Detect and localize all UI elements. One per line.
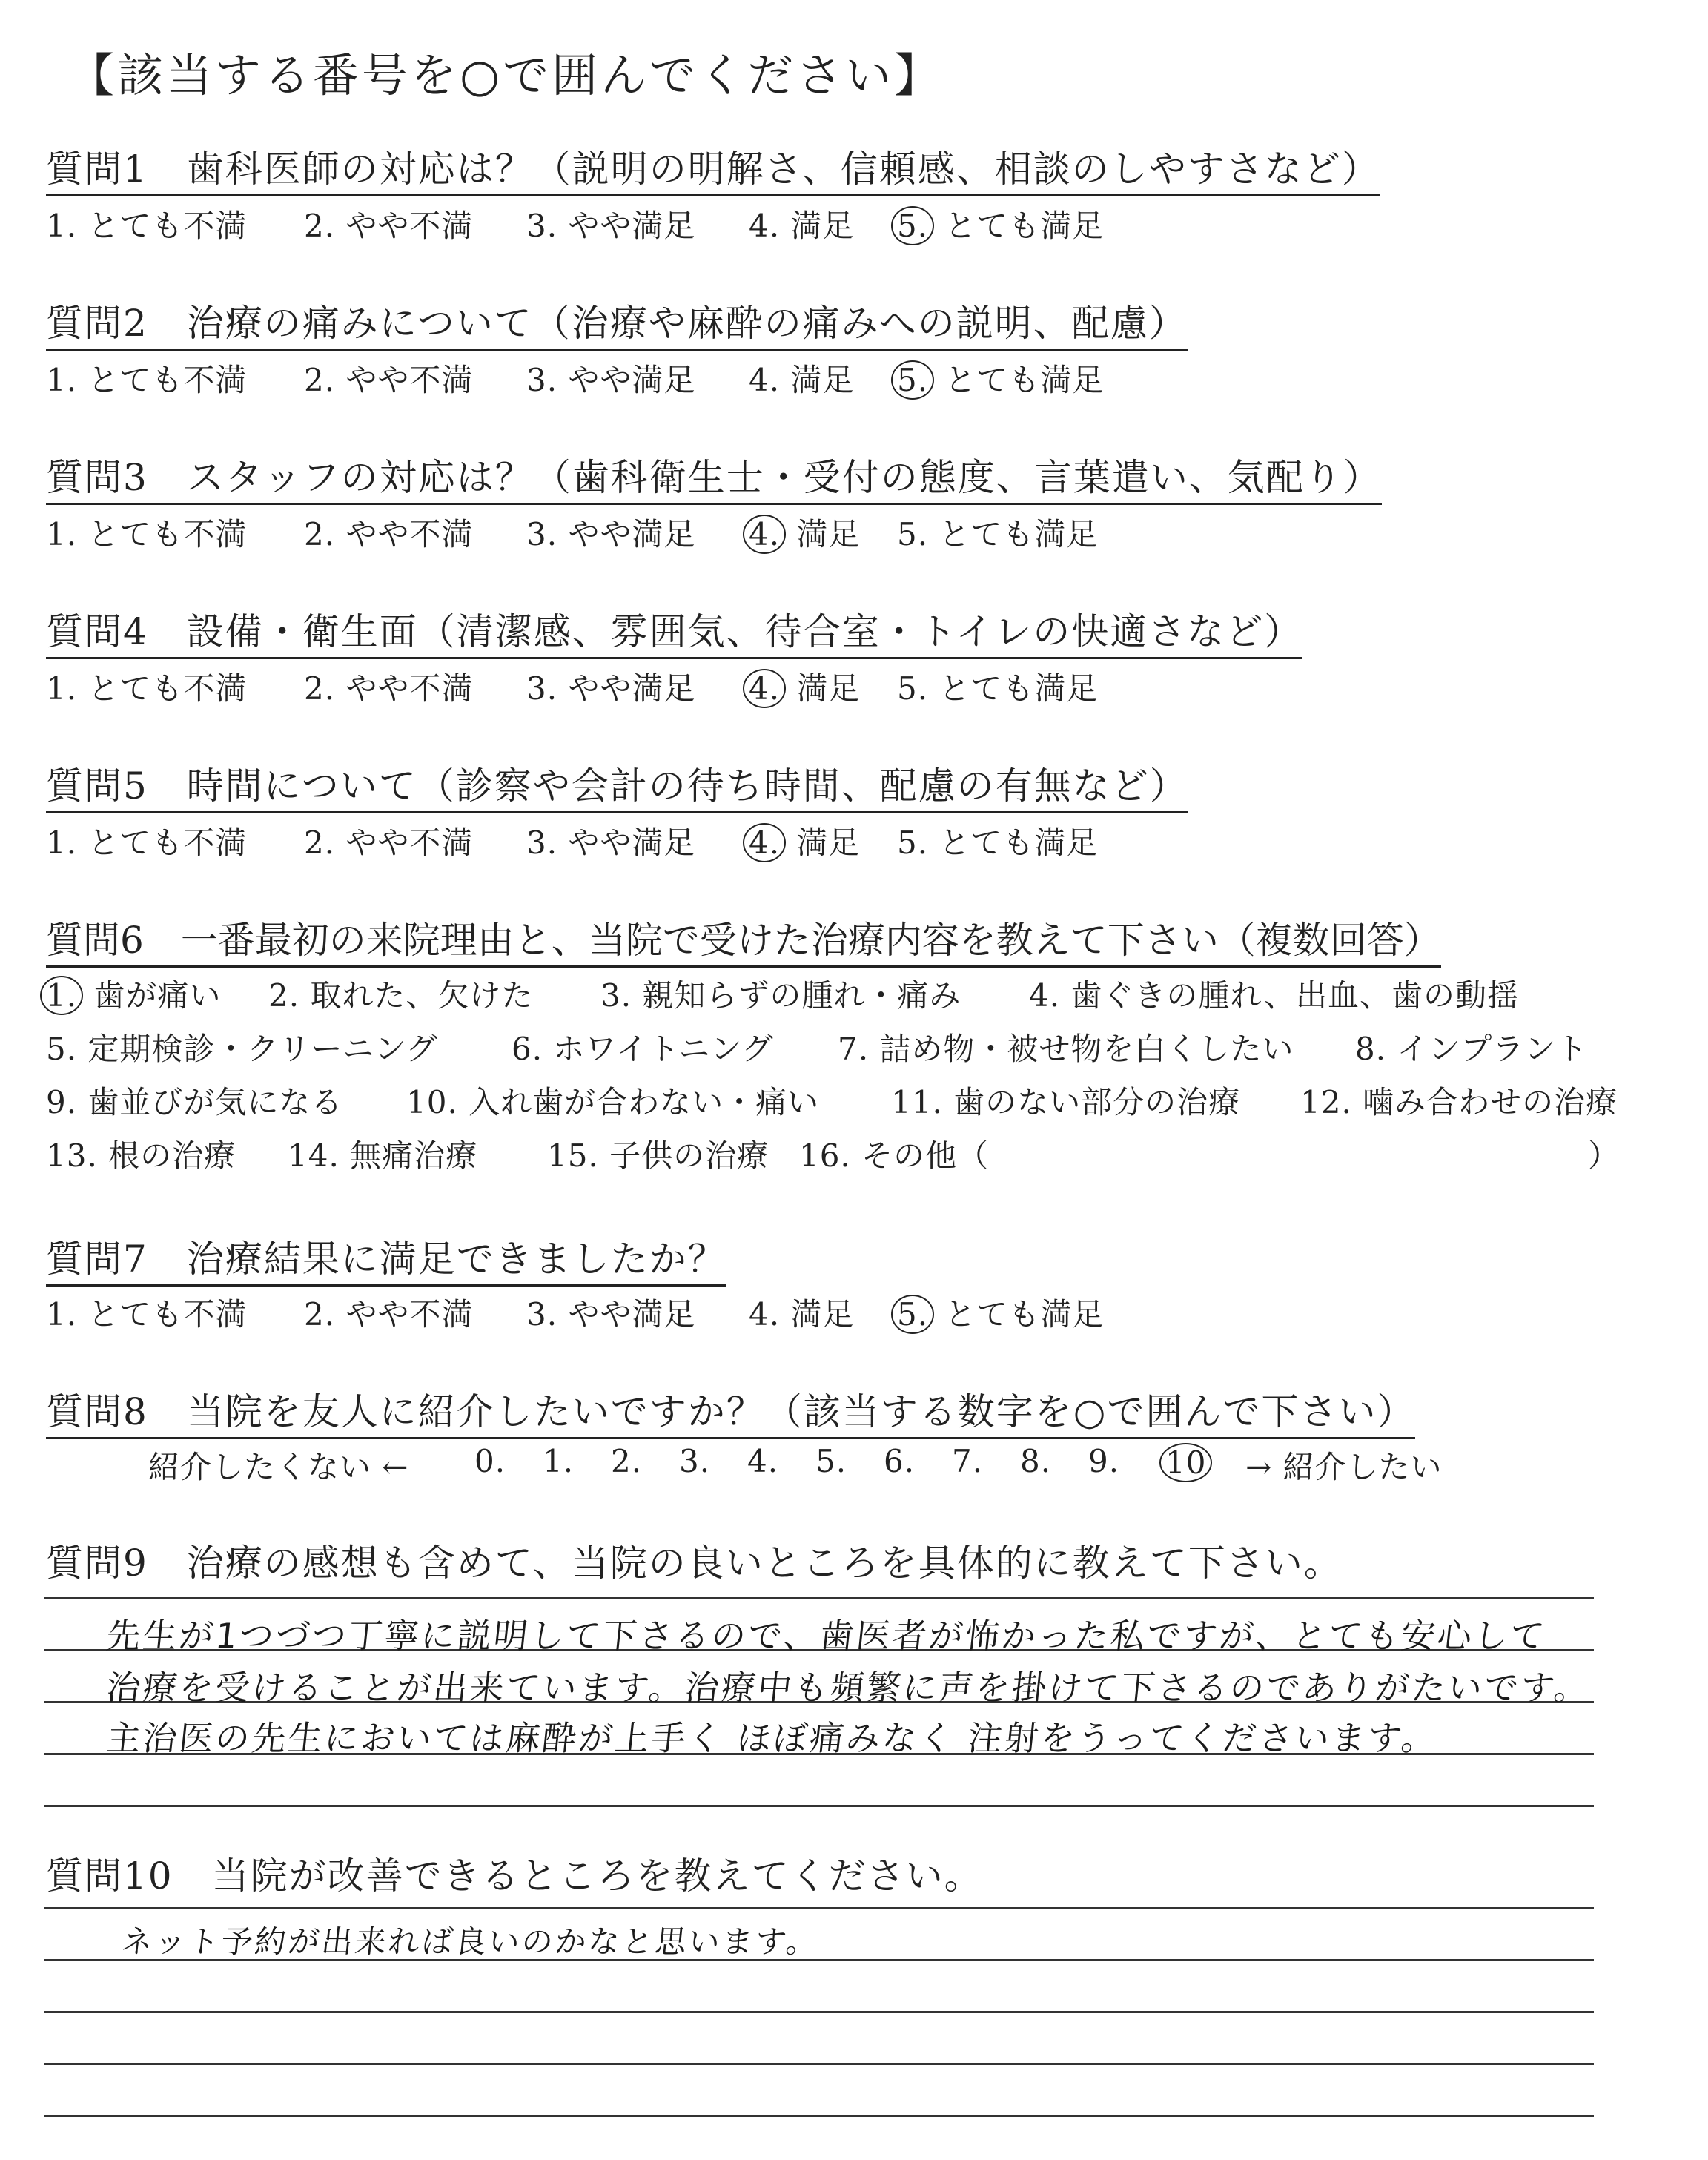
q8-scale [148,1443,1557,1487]
q4-option-5[interactable]: 5. とても満足 [897,670,1099,707]
q10-answer-area[interactable] [44,1897,1594,2119]
q2-option-5[interactable]: 5. とても満足 [897,356,1104,400]
q6-row-3 [46,1078,1640,1123]
q5-option-1[interactable]: 1. とても不満 [46,825,248,861]
q2-option-3[interactable]: 3. やや満足 [526,362,696,398]
selection-circle: 5. [891,206,934,245]
q2-option-2[interactable]: 2. やや不満 [304,362,474,398]
q4-option-3[interactable]: 3. やや満足 [526,670,696,707]
q6-option-12[interactable]: 12. 噛み合わせの治療 [1300,1084,1618,1120]
q6-option-5[interactable]: 5. 定期検診・クリーニング [46,1031,438,1067]
q5-scale [46,819,1232,863]
selection-circle: 4. [743,823,786,862]
q4-option-2[interactable]: 2. やや不満 [304,670,474,707]
q5-option-2[interactable]: 2. やや不満 [304,825,474,861]
q3-option-3[interactable]: 3. やや満足 [526,516,696,552]
q6-option-13[interactable]: 13. 根の治療 [46,1137,236,1174]
q4-option-1[interactable]: 1. とても不満 [46,670,248,707]
q8-option-0[interactable]: 0. [474,1443,506,1479]
selection-circle: 4. [743,515,786,554]
q6-option-6[interactable]: 6. ホワイトニング [512,1031,774,1067]
q1-option-4[interactable]: 4. 満足 [749,208,855,244]
answer-rule [44,2115,1594,2117]
q7-option-5[interactable]: 5. とても満足 [897,1290,1104,1335]
q8-option-4[interactable]: 4. [747,1443,779,1479]
answer-rule [44,1597,1594,1599]
q6-option-10[interactable]: 10. 入れ歯が合わない・痛い [406,1084,820,1120]
answer-rule [44,1805,1594,1807]
q8-option-10[interactable] [1165,1443,1212,1482]
q8-title: 質問8 当院を友人に紹介したいですか？（該当する数字を○で囲んで下さい） [46,1382,1415,1439]
q9-answer-area[interactable] [44,1587,1594,1809]
q3-option-2[interactable]: 2. やや不満 [304,516,474,552]
q5-option-4[interactable]: 4. 満足 [749,819,860,863]
q8-option-6[interactable]: 6. [884,1443,916,1479]
q2-scale [46,356,1232,400]
q1-option-3[interactable]: 3. やや満足 [526,208,696,244]
q10-title: 質問10 当院が改善できるところを教えてください。 [46,1855,983,1898]
q5-title: 質問5 時間について（診察や会計の待ち時間、配慮の有無など） [46,756,1188,813]
page-heading: 【該当する番号を○で囲んでください】 [68,48,944,102]
q1-option-1[interactable]: 1. とても不満 [46,208,248,244]
answer-rule [44,1907,1594,1909]
q5-option-3[interactable]: 3. やや満足 [526,825,696,861]
answer-rule [44,2011,1594,2013]
q7-option-3[interactable]: 3. やや満足 [526,1296,696,1332]
q3-option-5[interactable]: 5. とても満足 [897,516,1099,552]
q9-handwritten-line-1: 先生が1つづつ丁寧に説明して下さるので、歯医者が怖かった私ですが、とても安心して [104,1616,1549,1656]
q3-scale [46,510,1232,555]
selection-circle: 4. [743,669,786,708]
q6-option-8[interactable]: 8. インプラント [1355,1031,1589,1067]
q8-option-9[interactable]: 9. [1088,1443,1120,1479]
q6-option-3[interactable]: 3. 親知らずの腫れ・痛み [600,977,961,1014]
q6-option-1[interactable]: 1. 歯が痛い [46,971,221,1016]
q6-option-15[interactable]: 15. 子供の治療 [547,1137,769,1174]
q2-option-1[interactable]: 1. とても不満 [46,362,248,398]
q4-scale [46,664,1232,709]
q6-title: 質問6 一番最初の来院理由と、当院で受けた治療内容を教えて下さい（複数回答） [46,911,1441,968]
q2-title: 質問2 治療の痛みについて（治療や麻酔の痛みへの説明、配慮） [46,294,1188,351]
q8-option-8[interactable]: 8. [1020,1443,1052,1479]
q6-option-16[interactable]: 16. その他（ [799,1137,990,1174]
q8-option-3[interactable]: 3. [679,1443,711,1479]
selection-circle: 10 [1159,1443,1212,1482]
q7-option-2[interactable]: 2. やや不満 [304,1296,474,1332]
q8-right-label: → 紹介したい [1245,1449,1443,1485]
q1-option-5[interactable]: 5. とても満足 [897,202,1104,246]
selection-circle: 1. [40,976,83,1015]
q6-option-4[interactable]: 4. 歯ぐきの腫れ、出血、歯の動揺 [1029,977,1519,1014]
q6-row-4 [46,1132,1640,1176]
q6-option-11[interactable]: 11. 歯のない部分の治療 [891,1084,1241,1120]
q7-option-1[interactable]: 1. とても不満 [46,1296,248,1332]
q7-scale [46,1290,1232,1335]
q10-handwritten-line-1: ネット予約が出来れば良いのかなと思います。 [119,1923,821,1960]
q7-option-4[interactable]: 4. 満足 [749,1296,855,1332]
q1-option-2[interactable]: 2. やや不満 [304,208,474,244]
q1-scale [46,202,1232,246]
q9-title: 質問9 治療の感想も含めて、当院の良いところを具体的に教えて下さい。 [46,1542,1343,1585]
q6-row-2 [46,1025,1640,1069]
q8-option-1[interactable]: 1. [543,1443,575,1479]
q8-option-5[interactable]: 5. [815,1443,847,1479]
q3-option-1[interactable]: 1. とても不満 [46,516,248,552]
q4-title: 質問4 設備・衛生面（清潔感、雰囲気、待合室・トイレの快適さなど） [46,602,1302,659]
selection-circle: 5. [891,1295,934,1334]
answer-rule [44,2063,1594,2065]
q6-option-9[interactable]: 9. 歯並びが気になる [46,1084,343,1120]
q5-option-5[interactable]: 5. とても満足 [897,825,1099,861]
q4-option-4[interactable]: 4. 満足 [749,664,860,709]
q6-option-14[interactable]: 14. 無痛治療 [288,1137,478,1174]
q6-option-2[interactable]: 2. 取れた、欠けた [268,977,534,1014]
q3-option-4[interactable]: 4. 満足 [749,510,860,555]
q8-left-label: 紹介したくない ← [148,1449,409,1485]
q6-other-close-paren: ） [1588,1137,1621,1174]
q1-title: 質問1 歯科医師の対応は？（説明の明解さ、信頼感、相談のしやすさなど） [46,139,1380,196]
q2-option-4[interactable]: 4. 満足 [749,362,855,398]
q6-option-7[interactable]: 7. 詰め物・被せ物を白くしたい [838,1031,1294,1067]
q3-title: 質問3 スタッフの対応は？（歯科衛生士・受付の態度、言葉遣い、気配り） [46,448,1382,505]
q6-row-1 [46,971,1640,1016]
q8-option-7[interactable]: 7. [952,1443,984,1479]
q9-handwritten-line-3: 主治医の先生においては麻酔が上手く ほぼ痛みなく 注射をうってくださいます。 [104,1718,1440,1758]
selection-circle: 5. [891,360,934,400]
q9-handwritten-line-2: 治療を受けることが出来ています。治療中も頻繁に声を掛けて下さるのでありがたいです。 [104,1668,1593,1708]
q8-option-2[interactable]: 2. [611,1443,643,1479]
q7-title: 質問7 治療結果に満足できましたか？ [46,1229,726,1287]
